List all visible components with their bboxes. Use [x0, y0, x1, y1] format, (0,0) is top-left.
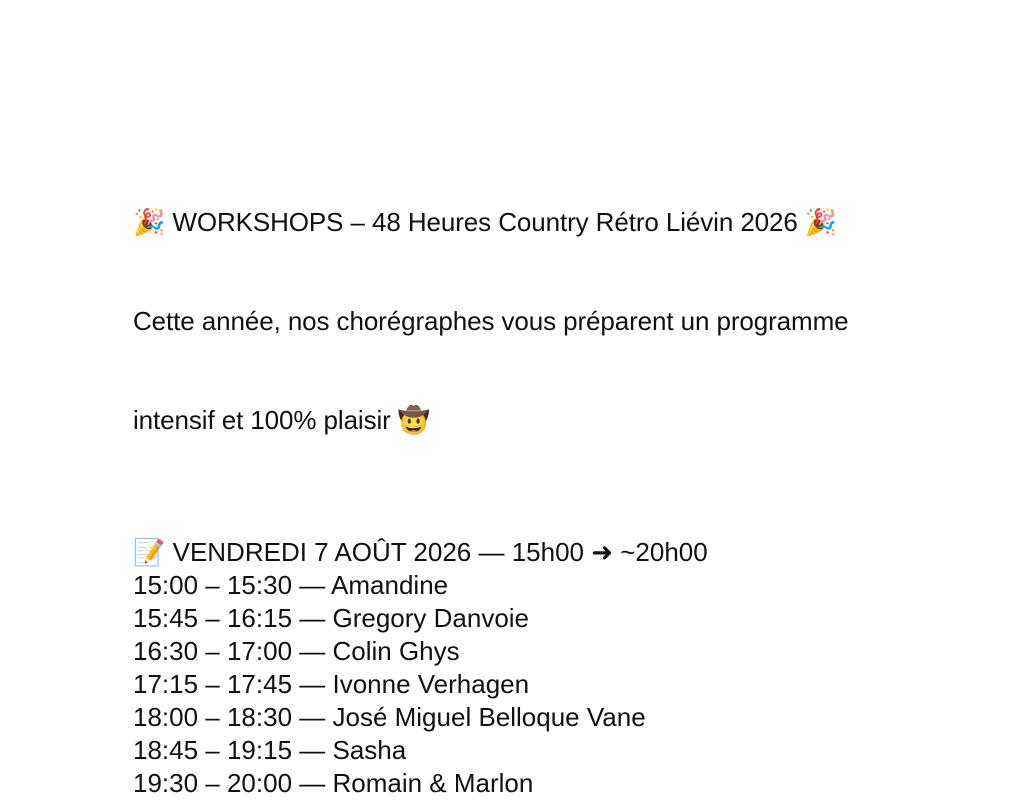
- schedule-slot: 19:30 – 20:00 — Romain & Marlon: [133, 768, 534, 798]
- schedule-slot: 16:30 – 17:00 — Colin Ghys: [133, 636, 460, 666]
- schedule-day-header: 📝 VENDREDI 7 AOÛT 2026 — 15h00 ➜ ~20h00: [133, 537, 708, 567]
- intro-line-1: Cette année, nos chorégraphes vous préparent un programme: [133, 306, 849, 336]
- intro-line-2: intensif et 100% plaisir 🤠: [133, 405, 431, 435]
- schedule-slot: 18:45 – 19:15 — Sasha: [133, 735, 407, 765]
- schedule-slot: 17:15 – 17:45 — Ivonne Verhagen: [133, 669, 530, 699]
- schedule-slot: 15:45 – 16:15 — Gregory Danvoie: [133, 603, 530, 633]
- schedule-slot: 18:00 – 18:30 — José Miguel Belloque Vane: [133, 702, 646, 732]
- paragraph-spacer: [133, 503, 953, 536]
- document-content: [133, 140, 953, 800]
- schedule-slot: 15:00 – 15:30 — Amandine: [133, 570, 449, 600]
- workshops-title: 🎉 WORKSHOPS – 48 Heures Country Rétro Liévin 2026 🎉: [133, 207, 838, 237]
- schedule-list: [133, 569, 953, 800]
- intro-block: [133, 140, 953, 503]
